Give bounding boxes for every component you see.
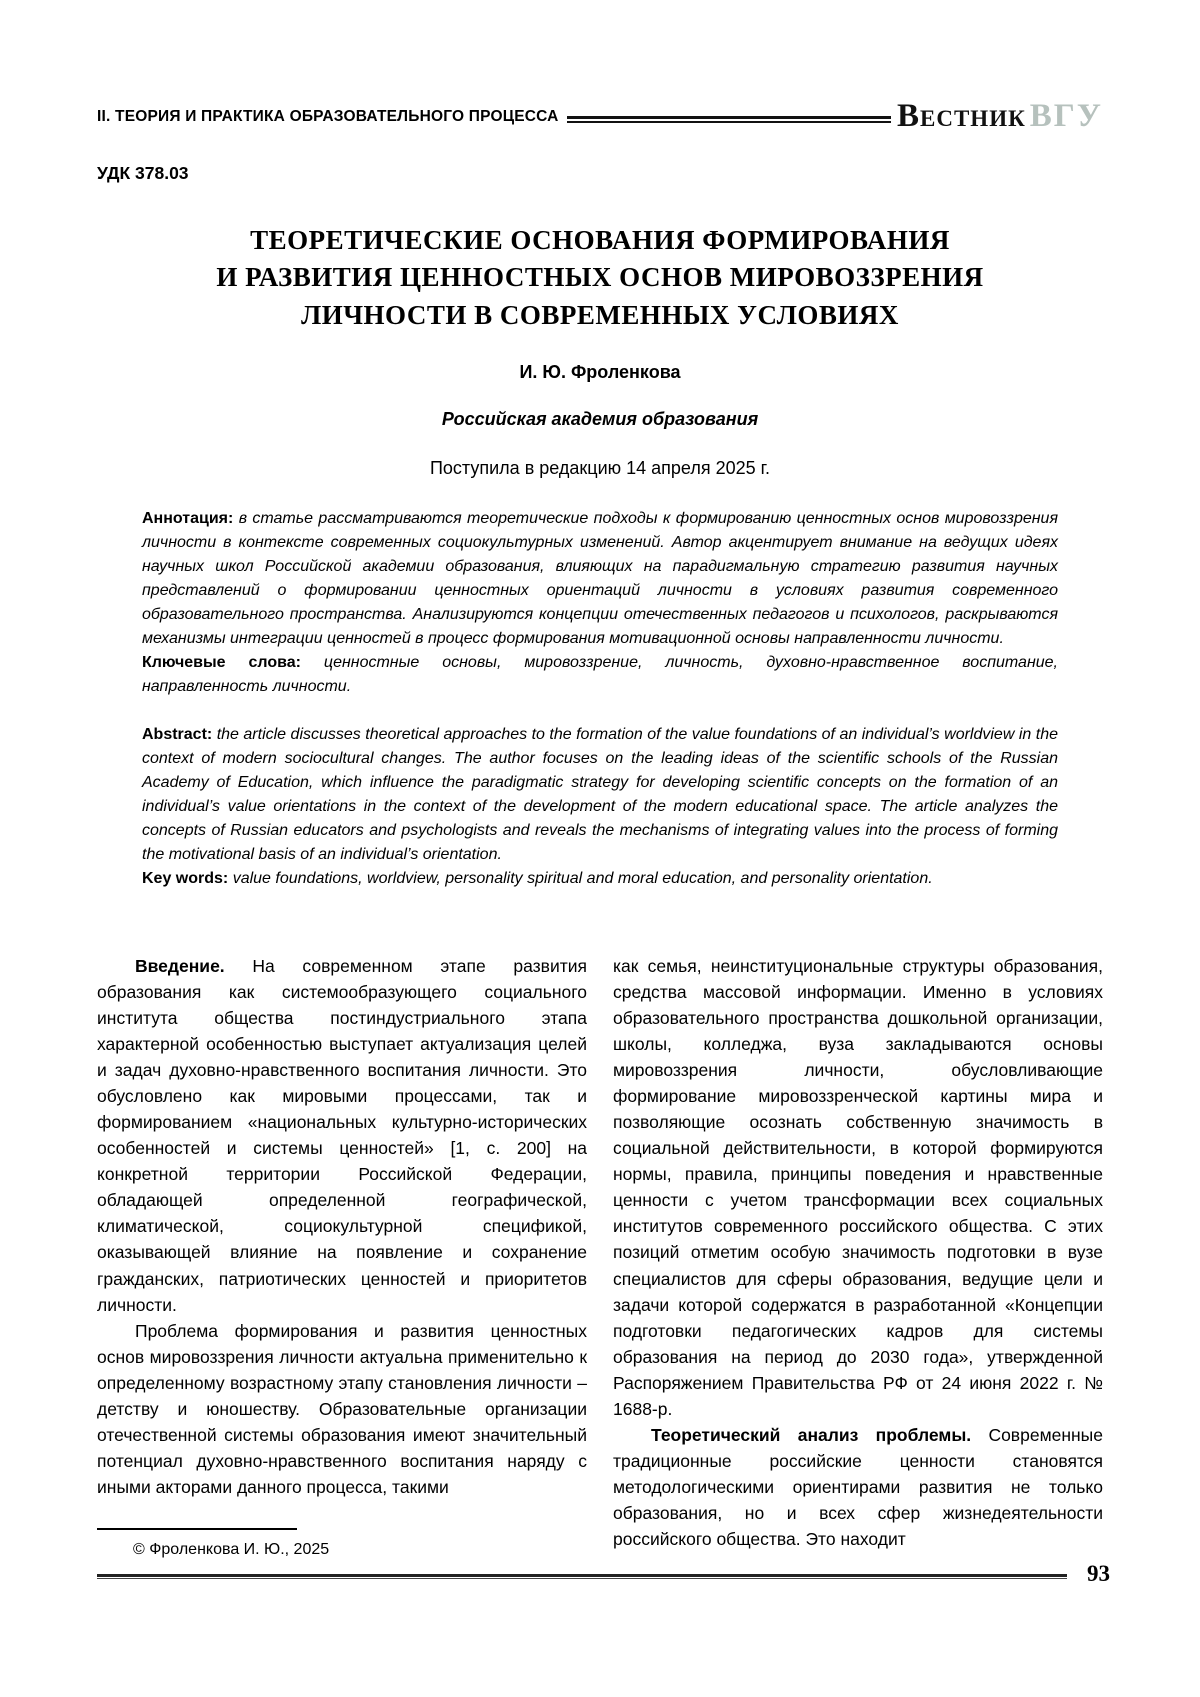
annotation-text: в статье рассматриваются теоретические подходы к формированию ценностных основ мировоззрения личности в контексте современных социокультурных изменений. Автор акцентирует внимание на ведущих идеях научных школ Российской академии образования, влияющих на парадигмальную стратегию развития научных представлений о формировании ценностных ориентаций личности в условиях развития современного образовательного пространства. Анализируются концепции отечественных педагогов и психологов, раскрываются механизмы интеграции ценностей в процесс формирования мотивационной основы направленности личности. [142,509,1059,647]
journal-logo-vgu: ВГУ [1029,98,1103,134]
journal-logo [897,100,1103,133]
footer-rule [97,1574,1067,1579]
paragraph-continuation [613,953,1103,1422]
paragraph-introduction [97,953,587,1318]
keywords-ru-label: Ключевые слова: [142,653,301,671]
journal-logo-vestnik: Вестник [897,98,1026,134]
article-title [97,222,1103,334]
introduction-text: На современном этапе развития образования как системообразующего социального института общества постиндустриального этапа характерной особенностью выступает актуализация целей и задач духовно-нравственного воспитания личности. Это обусловлено как мировыми процессами, так и формированием «национальных культурно-исторических особенностей и системы ценностей» [1, с. 200] на конкретной территории Российской Федерации, обладающей определенной географической, климатической, социокультурной спецификой, оказывающей влияние на появление и сохранение гражданских, патриотических ценностей и приоритетов личности. [97,955,587,1315]
annotation-label: Аннотация: [142,509,234,527]
problem-text: Проблема формирования и развития ценностных основ мировоззрения личности актуальна применительно к определенному возрастному этапу становления личности – детству и юношеству. Образовательные организации отечественной системы образования имеют значительный потенциал духовно-нравственного воспитания наряду с иными акторами данного процесса, такими [97,1320,587,1497]
body-columns [97,953,1103,1562]
theoretical-analysis-lead: Теоретический анализ проблемы. [651,1424,972,1445]
title-line-3: ЛИЧНОСТИ В СОВРЕМЕННЫХ УСЛОВИЯХ [301,299,899,330]
keywords-en-paragraph [142,867,1058,891]
author-name: И. Ю. Фроленкова [519,361,681,382]
section-heading: II. ТЕОРИЯ И ПРАКТИКА ОБРАЗОВАТЕЛЬНОГО ПРОЦЕССА [97,107,559,125]
annotation-paragraph [142,507,1058,651]
keywords-ru-text: ценностные основы, мировоззрение, личность, духовно-нравственное воспитание, направленность личности. [142,653,1058,695]
abstract-en-paragraph [142,723,1058,867]
udc-code: УДК 378.03 [97,163,189,183]
title-line-1: ТЕОРЕТИЧЕСКИЕ ОСНОВАНИЯ ФОРМИРОВАНИЯ [250,225,950,255]
affiliation: Российская академия образования [441,408,759,429]
footnote [97,1528,587,1562]
paragraph-theoretical-analysis [613,1422,1103,1552]
keywords-ru-paragraph [142,651,1058,699]
running-head [97,100,1103,133]
abstract-en-label: Abstract: [142,725,213,743]
title-line-2: И РАЗВИТИЯ ЦЕННОСТНЫХ ОСНОВ МИРОВОЗЗРЕНИЯ [216,262,984,293]
page-footer [97,1562,1110,1585]
abstract-en-text: the article discusses theoretical approaches to the formation of the value foundations of an individual’s worldview in the context of modern sociocultural changes. The author focuses on the leading ideas of the scientific schools of the Russian Academy of Education, which influence the paradigmatic strategy for developing scientific concepts on the formation of an individual’s value orientations in the context of the development of the modern educational space. The article analyzes the concepts of Russian educators and psychologists and reveals the mechanisms of integrating values into the process of forming the motivational basis of an individual’s orientation. [142,725,1058,863]
paragraph-problem [97,1318,587,1500]
keywords-en-text: value foundations, worldview, personality spiritual and moral education, and personality orientation. [232,869,933,887]
abstract-block-en [142,723,1058,891]
continuation-text: как семья, неинституциональные структуры образования, средства массовой информации. Именно в условиях образовательного пространства дошкольной организации, школы, колледжа, вуза закладываются основы мировоззрения личности, обусловливающие формирование мировоззренческой картины мира и позволяющие осознать собственную значимость в социальной действительности, в которой формируются нормы, правила, принципы поведения и нравственные ценности с учетом трансформации всех социальных институтов современного российского общества. С этих позиций отметим особую значимость подготовки в вузе специалистов для сферы образования, ведущие цели и задачи которой содержатся в разработанной «Концепции подготовки педагогических кадров для системы образования на период до 2030 года», утвержденной Распоряжением Правительства РФ от 24 июня 2022 г. № 1688-р. [613,955,1103,1419]
received-date: Поступила в редакцию 14 апреля 2025 г. [429,457,771,478]
introduction-lead: Введение. [135,955,225,976]
left-column [97,953,587,1562]
theoretical-analysis-text: Современные традиционные российские ценности становятся методологическими ориентирами развития не только образования, но и всех сфер жизнедеятельности российского общества. Это находит [613,1424,1103,1550]
footnote-rule [97,1528,297,1530]
right-column [613,953,1103,1562]
page-number: 93 [1087,1561,1110,1586]
copyright-line: © Фроленкова И. Ю., 2025 [133,1541,330,1559]
keywords-en-label: Key words: [142,869,229,887]
annotation-block-ru [142,507,1058,699]
header-double-rule [567,116,891,123]
